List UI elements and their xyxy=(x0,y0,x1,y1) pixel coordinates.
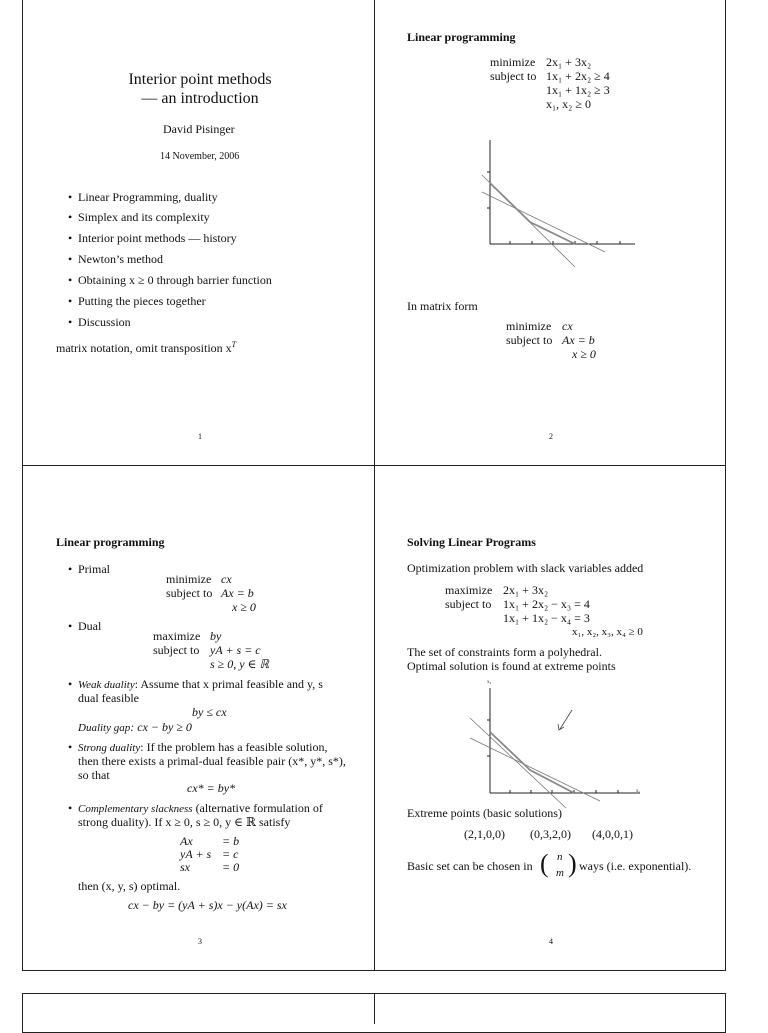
lp-constraint: 1x₁ + 1x₂ ≥ 3 xyxy=(546,83,610,97)
primal-subject-label: subject to xyxy=(166,586,213,600)
graph-axis-label-x: x₁ xyxy=(636,789,641,794)
slide1-date: 14 November, 2006 xyxy=(160,151,240,162)
slide1-title-line2: — an introduction xyxy=(141,90,259,107)
comp-then-text: then (x, y, s) optimal. xyxy=(78,879,181,893)
slide1-title-line1: Interior point methods xyxy=(128,71,272,88)
slide1-bullet: • Putting the pieces together xyxy=(78,294,206,308)
slide3-heading: Linear programming xyxy=(56,535,165,549)
page-number: 4 xyxy=(549,937,553,946)
lp-minimize-label: minimize xyxy=(490,55,536,69)
basic-set-text: ways (i.e. exponential). xyxy=(579,859,692,873)
graph-axis-label-y: x₂ xyxy=(487,680,492,685)
comp-eq-lhs: yA + s xyxy=(180,847,212,861)
extreme-points-text: Optimal solution is found at extreme points xyxy=(407,659,616,673)
strong-duality-eq: cx* = by* xyxy=(187,781,236,795)
matrix-constraint: Ax = b xyxy=(562,333,595,347)
binom-left-paren: ( xyxy=(540,849,549,878)
lp-subject-label: subject to xyxy=(490,69,537,83)
feasible-boundary xyxy=(490,732,574,793)
weak-duality-text: dual feasible xyxy=(78,691,139,705)
slack-objective: 2x₁ + 3x₂ xyxy=(503,583,549,597)
comp-eq-lhs: Ax xyxy=(180,834,193,848)
duality-gap: Duality gap: cx − by ≥ 0 xyxy=(78,720,192,734)
slide2-heading: Linear programming xyxy=(407,30,516,44)
extreme-points-label: Extreme points (basic solutions) xyxy=(407,806,562,820)
primal-minimize-label: minimize xyxy=(166,572,212,586)
dual-bullet: • Dual xyxy=(78,619,101,633)
primal-constraint: x ≥ 0 xyxy=(232,600,256,614)
lp-constraint: 1x₁ + 2x₂ ≥ 4 xyxy=(546,69,610,83)
basic-set-text: Basic set can be chosen in xyxy=(407,859,533,873)
strong-duality-bullet: • Strong duality: If the problem has a feasible solution, xyxy=(78,740,328,755)
page-number: 1 xyxy=(198,432,202,441)
extreme-point: (4,0,0,1) xyxy=(592,827,633,841)
slide-divider-horizontal xyxy=(22,465,726,466)
slide1-bullet: • Simplex and its complexity xyxy=(78,210,210,224)
constraint-line-1 xyxy=(470,718,566,808)
slide1-bullet: • Interior point methods — history xyxy=(78,231,237,245)
slide-divider-vertical-bottom xyxy=(374,993,375,1024)
weak-duality-eq: by ≤ cx xyxy=(192,705,227,719)
slide-divider-vertical xyxy=(374,0,375,971)
primal-constraint: Ax = b xyxy=(221,586,254,600)
matrix-constraint: x ≥ 0 xyxy=(572,347,596,361)
lp-constraint: x₁, x₂ ≥ 0 xyxy=(546,97,591,111)
comp-eq-rhs: = 0 xyxy=(222,860,240,874)
slack-maximize-label: maximize xyxy=(445,583,493,597)
strong-duality-text: so that xyxy=(78,768,110,782)
binom-right-paren: ) xyxy=(568,849,577,878)
binom-n: n xyxy=(557,851,563,863)
dual-constraint: s ≥ 0, y ∈ ℝ xyxy=(210,657,269,671)
slide4-intro: Optimization problem with slack variables added xyxy=(407,561,644,575)
slide1-bullet: • Discussion xyxy=(78,315,131,329)
slack-subject-label: subject to xyxy=(445,597,492,611)
page-number: 3 xyxy=(198,937,202,946)
matrix-subject-label: subject to xyxy=(506,333,553,347)
slide1-bullet: • Newton’s method xyxy=(78,252,163,266)
slack-constraint: 1x₁ + 2x₂ − x₃ = 4 xyxy=(503,597,590,611)
matrix-intro: In matrix form xyxy=(407,299,478,313)
slack-constraint: x₁, x₂, x₃, x₄ ≥ 0 xyxy=(572,626,643,638)
final-equation: cx − by = (yA + s)x − y(Ax) = sx xyxy=(128,898,287,912)
complementary-slackness-text: strong duality). If x ≥ 0, s ≥ 0, y ∈ ℝ satisfy xyxy=(78,815,291,829)
slide4-heading: Solving Linear Programs xyxy=(407,535,536,549)
binom-m: m xyxy=(556,867,564,879)
dual-subject-label: subject to xyxy=(153,643,200,657)
constraint-line-2 xyxy=(482,192,605,252)
comp-eq-rhs: = b xyxy=(222,834,240,848)
polyhedral-text: The set of constraints form a polyhedral. xyxy=(407,645,602,659)
extreme-point: (2,1,0,0) xyxy=(464,827,505,841)
feasible-boundary xyxy=(490,183,575,244)
objective-direction-arrow xyxy=(560,710,572,729)
page-number: 2 xyxy=(549,432,553,441)
slide4-polyhedral-graph xyxy=(470,688,645,808)
slide1-bullet: • Linear Programming, duality xyxy=(78,190,218,204)
lp-objective: 2x₁ + 3x₂ xyxy=(546,55,592,69)
primal-objective: cx xyxy=(221,572,232,586)
slide2-feasible-region-graph xyxy=(480,140,640,270)
strong-duality-text: then there exists a primal-dual feasible pair (x*, y*, s*), xyxy=(78,754,346,768)
matrix-objective: cx xyxy=(562,319,573,333)
comp-eq-lhs: sx xyxy=(180,860,190,874)
matrix-minimize-label: minimize xyxy=(506,319,552,333)
slide1-note: matrix notation, omit transposition $x^T$ xyxy=(56,340,237,355)
extreme-point: (0,3,2,0) xyxy=(530,827,571,841)
weak-duality-bullet: • Weak duality: Assume that x primal feasible and y, s xyxy=(78,677,323,692)
dual-maximize-label: maximize xyxy=(153,629,201,643)
dual-constraint: yA + s = c xyxy=(210,643,261,657)
complementary-slackness-bullet: • Complementary slackness (alternative formulation of xyxy=(78,801,323,816)
comp-eq-rhs: = c xyxy=(222,847,239,861)
dual-objective: by xyxy=(210,629,222,643)
slide1-author: David Pisinger xyxy=(163,122,235,136)
primal-bullet: • Primal xyxy=(78,562,110,576)
slack-constraint: 1x₁ + 1x₂ − x₄ = 3 xyxy=(503,611,590,625)
slide1-bullet: • Obtaining x ≥ 0 through barrier function xyxy=(78,273,272,287)
